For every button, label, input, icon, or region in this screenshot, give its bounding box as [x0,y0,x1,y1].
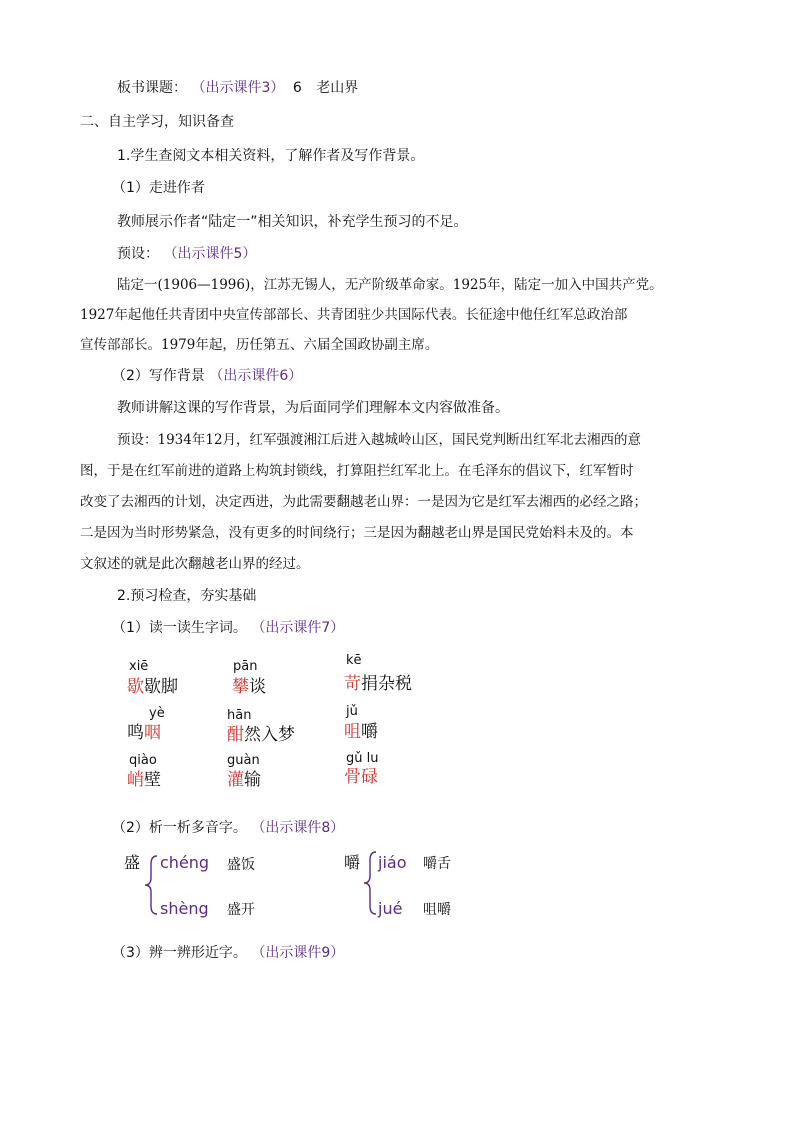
poly-reading-pinyin: chéng [160,853,210,872]
item-2-heading: 2.预习检查，夯实基础 [117,588,257,604]
word-red-char: 咀 [344,722,361,742]
word-pinyin: hān [227,708,252,723]
poly-ref: （出示课件8） [251,820,345,836]
word-rest: 捐杂税 [361,674,412,694]
board-title-label: 板书课题： [117,80,187,96]
poly-reading-word: 嚼舌 [423,856,451,872]
item-1-sub2: （2）写作背景 [112,368,205,384]
word-pinyin: xiē [129,659,149,674]
item-1-sub2-ref: （出示课件6） [209,368,303,384]
read-label: （1）读一读生字词。 [112,620,247,636]
word-pinyin: gǔ lu [346,751,379,766]
left-brace-icon [143,854,159,916]
word-pinyin: qiào [129,753,157,768]
board-title-line [117,78,358,98]
bg-line-5: 文叙述的就是此次翻越老山界的经过。 [80,556,310,572]
similar-line [112,943,344,963]
bio-line-1: 陆定一(1906—1996)，江苏无锡人，无产阶级革命家。1925年，陆定一加入中国共产党。 [117,277,663,293]
bio-line-2: 1927年起他任共青团中央宣传部部长、共青团驻少共国际代表。长征途中他任红军总政治部 [80,307,628,323]
read-ref: （出示课件7） [251,620,345,636]
preset-line [117,244,256,264]
word-rest: 然入梦 [244,725,295,745]
word-pre: 鸣 [127,723,144,743]
word-pinyin: pān [233,659,258,674]
preset-ref: （出示课件5） [163,246,257,262]
item-1-sub2-line [112,366,302,386]
poly-reading-word: 盛饭 [227,857,255,873]
word [127,722,161,744]
bg-line-3: 改变了去湘西的计划，决定西进，为此需要翻越老山界：一是因为它是红军去湘西的必经之路； [80,494,647,510]
word-pinyin: yè [149,706,165,721]
board-title-num: 6 [292,80,302,96]
bg-line-1: 预设：1934年12月，红军强渡湘江后进入越城岭山区，国民党判断出红军北去湘西的意 [117,432,642,448]
item-1-sub2-text: 教师讲解这课的写作背景，为后面同学们理解本文内容做准备。 [117,400,509,416]
word-red-char: 峭 [127,770,144,790]
item-1-sub1: （1）走进作者 [112,180,205,196]
poly-char: 盛 [124,853,141,872]
poly-reading-pinyin: jué [378,899,403,918]
left-brace-icon [362,850,378,916]
similar-label: （3）辨一辨形近字。 [112,945,247,961]
word-red-char: 灌 [227,770,244,790]
word-rest: 嚼 [361,722,378,742]
word-rest: 谈 [249,677,266,697]
word-red-char: 歇 [127,677,144,697]
word-red-char: 苛 [344,674,361,694]
word-red-char: 攀 [232,677,249,697]
similar-ref: （出示课件9） [251,945,345,961]
word [227,724,295,746]
bg-line-2: 图，于是在红军前进的道路上构筑封锁线，打算阻拦红军北上。在毛泽东的倡议下，红军暂时 [80,463,634,479]
word-pinyin: kē [346,653,362,668]
word [232,676,266,698]
word [344,673,412,695]
word-red-char: 骨碌 [344,767,378,787]
poly-label: （2）析一析多音字。 [112,820,247,836]
item-1-heading: 1.学生查阅文本相关资料，了解作者及写作背景。 [117,148,425,164]
bg-line-4: 二是因为当时形势紧急，没有更多的时间绕行；三是因为翻越老山界是国民党始料未及的。本 [80,525,634,541]
word-red-char: 酣 [227,725,244,745]
board-title-text: 老山界 [316,80,359,96]
poly-reading-pinyin: jiáo [378,853,407,872]
word-pinyin: guàn [227,753,260,768]
preset-label: 预设： [117,246,159,262]
word-rest: 输 [244,770,261,790]
word [344,766,378,788]
word-pinyin: jǔ [346,704,358,719]
section-2-heading: 二、自主学习，知识备查 [80,114,234,130]
word [127,676,178,698]
poly-reading-word: 盛开 [227,902,255,918]
read-line [112,618,344,638]
board-title-ref: （出示课件3） [191,80,285,96]
word [127,769,161,791]
word-red-char: 咽 [144,723,161,743]
poly-reading-word: 咀嚼 [423,902,451,918]
word-rest: 歇脚 [144,677,178,697]
item-1-sub1-text: 教师展示作者“陆定一”相关知识，补充学生预习的不足。 [117,214,468,230]
word [344,721,378,743]
word [227,769,261,791]
bio-line-3: 宣传部部长。1979年起，历任第五、六届全国政协副主席。 [80,337,439,353]
word-rest: 壁 [144,770,161,790]
poly-line [112,818,344,838]
poly-char: 嚼 [344,853,361,872]
poly-reading-pinyin: shèng [160,899,209,918]
